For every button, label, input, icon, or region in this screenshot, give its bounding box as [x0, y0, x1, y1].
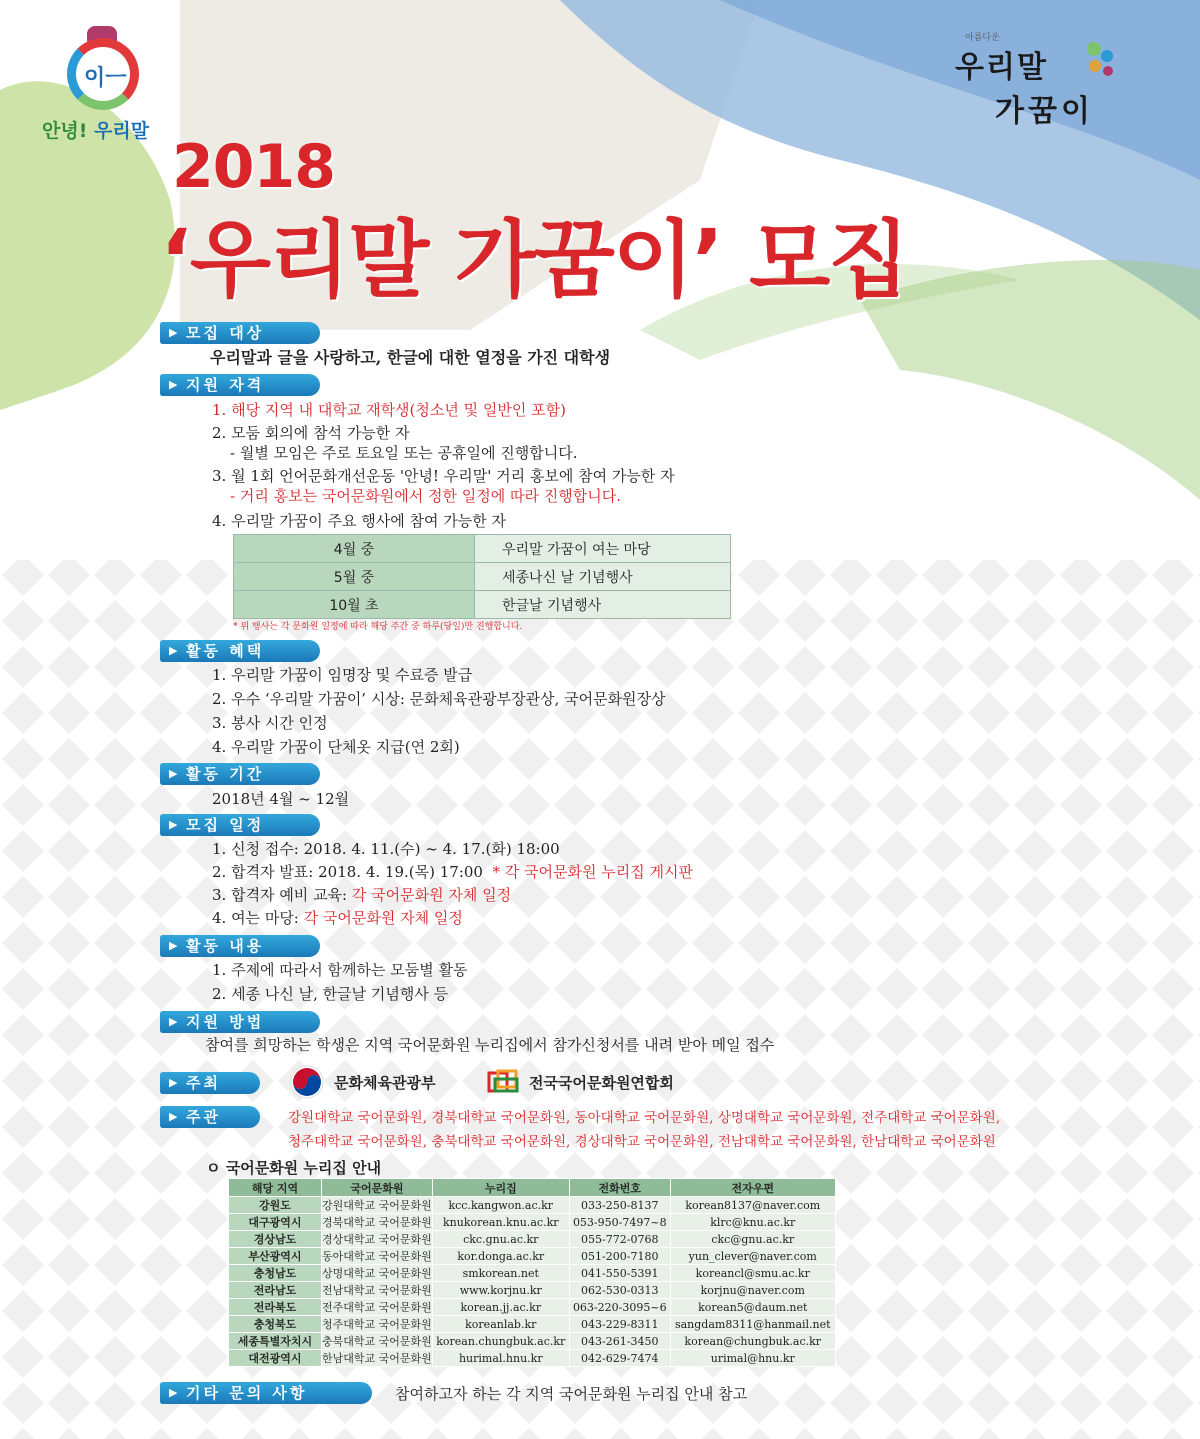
- schedule-item-2: [212, 861, 693, 882]
- cell-institute: 동아대학교 국어문화원: [322, 1248, 433, 1265]
- cell-phone: 033-250-8137: [569, 1197, 670, 1214]
- schedule-item-4-red: 각 국어문화원 자체 일정: [303, 909, 463, 927]
- column-header: 전자우편: [670, 1179, 835, 1197]
- cell-phone: 062-530-0313: [569, 1282, 670, 1299]
- benefit-item: 1. 우리말 가꿈이 임명장 및 수료증 발급: [212, 666, 473, 684]
- cell-website: www.korjnu.kr: [432, 1282, 569, 1299]
- table-row: [229, 1299, 836, 1316]
- logo-face-text: 이ㅡ: [84, 66, 127, 91]
- table-row: [229, 1316, 836, 1333]
- qualification-item-1: 1. 해당 지역 내 대학교 재학생(청소년 및 일반인 포함): [212, 401, 566, 419]
- urimal-gakkumi-logo: [955, 30, 1145, 130]
- table-row: [229, 1350, 836, 1367]
- cell-region: 부산광역시: [229, 1248, 322, 1265]
- section-label: 모집 대상: [186, 324, 265, 342]
- table-row: [229, 1248, 836, 1265]
- cell-website: korean.jj.ac.kr: [432, 1299, 569, 1316]
- logo-left-text-b: 우리말: [94, 120, 150, 142]
- section-activities-header: [160, 935, 320, 957]
- logo-right-line2: 가꿈이: [995, 94, 1094, 129]
- table-row: [234, 563, 731, 591]
- table-row: [229, 1265, 836, 1282]
- logo-dot-icon: [1087, 42, 1101, 56]
- table-row: [229, 1282, 836, 1299]
- activity-item: 1. 주제에 따라서 함께하는 모둠별 활동: [212, 961, 468, 979]
- cell-region: 강원도: [229, 1197, 322, 1214]
- cell-website: korean.chungbuk.ac.kr: [432, 1333, 569, 1350]
- logo-right-small: 아름다운: [965, 33, 1000, 43]
- events-note: * 위 행사는 각 문화원 일정에 따라 해당 주간 중 하루(당일)만 진행합니다.: [233, 622, 523, 632]
- section-host-header: [160, 1072, 260, 1094]
- cell-phone: 055-772-0768: [569, 1231, 670, 1248]
- cell-email: ckc@gnu.ac.kr: [670, 1231, 835, 1248]
- organizer-list: [288, 1106, 1058, 1154]
- cell-phone: 042-629-7474: [569, 1350, 670, 1367]
- federation-logo-icon: [487, 1069, 523, 1095]
- cell-email: korean8137@naver.com: [670, 1197, 835, 1214]
- smile-face-icon: [67, 38, 139, 110]
- table-row: [229, 1214, 836, 1231]
- cell-phone: 063-220-3095~6: [569, 1299, 670, 1316]
- cell-region: 대전광역시: [229, 1350, 322, 1367]
- logo-right-line1: 우리말: [955, 50, 1048, 85]
- section-schedule-header: [160, 814, 320, 836]
- cell-phone: 043-261-3450: [569, 1333, 670, 1350]
- cell-email: koreancl@smu.ac.kr: [670, 1265, 835, 1282]
- host-org-2-name: 전국국어문화원연합회: [529, 1073, 674, 1092]
- cell-region: 충청남도: [229, 1265, 322, 1282]
- cell-institute: 경상대학교 국어문화원: [322, 1231, 433, 1248]
- section-label: 기타 문의 사항: [186, 1384, 308, 1402]
- cell-institute: 충북대학교 국어문화원: [322, 1333, 433, 1350]
- poster-title: ‘우리말 가꿈이’ 모집: [160, 211, 908, 309]
- section-label: 활동 내용: [186, 937, 265, 955]
- event-what: 한글날 기념행사: [475, 591, 731, 619]
- cell-institute: 청주대학교 국어문화원: [322, 1316, 433, 1333]
- apply-text: 참여를 희망하는 학생은 지역 국어문화원 누리집에서 참가신청서를 내려 받아 메일 접수: [205, 1036, 775, 1054]
- benefit-item: 4. 우리말 가꿈이 단체옷 지급(연 2회): [212, 738, 460, 756]
- section-label: 주관: [186, 1108, 221, 1126]
- qualification-item-3-sub: - 거리 홍보는 국어문화원에서 정한 일정에 따라 진행합니다.: [230, 487, 621, 505]
- events-table: [233, 534, 731, 619]
- section-period-header: [160, 763, 320, 785]
- cell-website: knukorean.knu.ac.kr: [432, 1214, 569, 1231]
- cell-website: smkorean.net: [432, 1265, 569, 1282]
- event-what: 우리말 가꿈이 여는 마당: [475, 535, 731, 563]
- table-row: [234, 535, 731, 563]
- activity-item: 2. 세종 나신 날, 한글날 기념행사 등: [212, 985, 449, 1003]
- section-label: 주최: [186, 1074, 221, 1092]
- cell-region: 대구광역시: [229, 1214, 322, 1231]
- cell-email: korjnu@naver.com: [670, 1282, 835, 1299]
- event-when: 4월 중: [234, 535, 475, 563]
- event-when: 10월 초: [234, 591, 475, 619]
- cell-website: ckc.gnu.ac.kr: [432, 1231, 569, 1248]
- cell-institute: 경북대학교 국어문화원: [322, 1214, 433, 1231]
- section-label: 지원 자격: [186, 376, 265, 394]
- cell-region: 세종특별자치시: [229, 1333, 322, 1350]
- host-org-2: [487, 1066, 674, 1098]
- column-header: 국어문화원: [322, 1179, 433, 1197]
- section-organizer-header: [160, 1106, 260, 1128]
- logo-left-text-a: 안녕!: [42, 120, 88, 142]
- logo-dot-icon: [1101, 50, 1113, 62]
- organizer-line-1: 강원대학교 국어문화원, 경북대학교 국어문화원, 동아대학교 국어문화원, 상명대학교 국어문화원, 전주대학교 국어문화원,: [288, 1110, 1001, 1126]
- cell-website: kcc.kangwon.ac.kr: [432, 1197, 569, 1214]
- cell-phone: 041-550-5391: [569, 1265, 670, 1282]
- section-benefits-header: [160, 640, 320, 662]
- section-label: 모집 일정: [186, 816, 265, 834]
- cell-institute: 전남대학교 국어문화원: [322, 1282, 433, 1299]
- column-header: 전화번호: [569, 1179, 670, 1197]
- inquiry-text: 참여하고자 하는 각 지역 국어문화원 누리집 안내 참고: [395, 1385, 748, 1403]
- logo-left-text: [42, 116, 149, 143]
- cell-email: urimal@hnu.kr: [670, 1350, 835, 1367]
- table-header-row: [229, 1179, 836, 1197]
- table-row: [229, 1197, 836, 1214]
- table-row: [234, 591, 731, 619]
- cell-institute: 강원대학교 국어문화원: [322, 1197, 433, 1214]
- cell-email: klrc@knu.ac.kr: [670, 1214, 835, 1231]
- cell-email: korean5@daum.net: [670, 1299, 835, 1316]
- event-what: 세종나신 날 기념행사: [475, 563, 731, 591]
- column-header: 누리집: [432, 1179, 569, 1197]
- section-apply-header: [160, 1011, 320, 1033]
- organizer-line-2: 청주대학교 국어문화원, 충북대학교 국어문화원, 경상대학교 국어문화원, 전남대학교 국어문화원, 한남대학교 국어문화원: [288, 1134, 996, 1150]
- event-when: 5월 중: [234, 563, 475, 591]
- qualification-item-2-sub: - 월별 모임은 주로 토요일 또는 공휴일에 진행합니다.: [230, 444, 578, 462]
- column-header: 해당 지역: [229, 1179, 322, 1197]
- cell-region: 전라남도: [229, 1282, 322, 1299]
- section-label: 활동 기간: [186, 765, 265, 783]
- section-inquiry-header: [160, 1382, 372, 1404]
- cell-email: yun_clever@naver.com: [670, 1248, 835, 1265]
- cell-institute: 한남대학교 국어문화원: [322, 1350, 433, 1367]
- cell-institute: 전주대학교 국어문화원: [322, 1299, 433, 1316]
- taeguk-icon: [290, 1065, 324, 1099]
- schedule-item-3-red: 각 국어문화원 자체 일정: [351, 886, 512, 904]
- directory-title: ㅇ 국어문화원 누리집 안내: [206, 1159, 382, 1177]
- qualification-item-4: 4. 우리말 가꿈이 주요 행사에 참여 가능한 자: [212, 512, 507, 530]
- cell-region: 충청북도: [229, 1316, 322, 1333]
- schedule-item-3-text: 3. 합격자 예비 교육:: [212, 886, 348, 904]
- cell-phone: 051-200-7180: [569, 1248, 670, 1265]
- cell-email: sangdam8311@hanmail.net: [670, 1316, 835, 1333]
- poster-year: 2018: [172, 132, 335, 202]
- benefit-item: 2. 우수 ‘우리말 가꿈이’ 시상: 문화체육관광부장관상, 국어문화원장상: [212, 690, 666, 708]
- table-row: [229, 1333, 836, 1350]
- schedule-item-2-text: 2. 합격자 발표: 2018. 4. 19.(목) 17:00: [212, 863, 483, 881]
- schedule-item-4: [212, 907, 463, 928]
- cell-website: hurimal.hnu.kr: [432, 1350, 569, 1367]
- logo-dot-icon: [1089, 60, 1101, 72]
- cell-institute: 상명대학교 국어문화원: [322, 1265, 433, 1282]
- cell-phone: 043-229-8311: [569, 1316, 670, 1333]
- cell-email: korean@chungbuk.ac.kr: [670, 1333, 835, 1350]
- cell-region: 경상남도: [229, 1231, 322, 1248]
- logo-dot-icon: [1103, 66, 1113, 76]
- qualification-item-3: 3. 월 1회 언어문화개선운동 '안녕! 우리말' 거리 홍보에 참여 가능한 자: [212, 467, 675, 485]
- schedule-item-4-text: 4. 여는 마당:: [212, 909, 299, 927]
- cell-phone: 053-950-7497~8: [569, 1214, 670, 1231]
- table-row: [229, 1231, 836, 1248]
- directory-table: [228, 1178, 836, 1367]
- period-text: 2018년 4월 ~ 12월: [212, 790, 350, 808]
- benefit-item: 3. 봉사 시간 인정: [212, 714, 328, 732]
- schedule-item-1: 1. 신청 접수: 2018. 4. 11.(수) ~ 4. 17.(화) 18:00: [212, 840, 560, 858]
- section-label: 활동 혜택: [186, 642, 265, 660]
- cell-region: 전라북도: [229, 1299, 322, 1316]
- host-org-1: [290, 1066, 435, 1098]
- cell-website: koreanlab.kr: [432, 1316, 569, 1333]
- section-qualification-header: [160, 374, 320, 396]
- annyeong-urimal-logo: [40, 20, 170, 150]
- schedule-item-3: [212, 884, 511, 905]
- schedule-item-2-note: * 각 국어문화원 누리집 게시판: [492, 863, 693, 881]
- section-label: 지원 방법: [186, 1013, 265, 1031]
- target-text: 우리말과 글을 사랑하고, 한글에 대한 열정을 가진 대학생: [210, 348, 611, 367]
- cell-website: kor.donga.ac.kr: [432, 1248, 569, 1265]
- host-org-1-name: 문화체육관광부: [334, 1073, 436, 1092]
- section-target-header: [160, 322, 320, 344]
- qualification-item-2: 2. 모둠 회의에 참석 가능한 자: [212, 424, 410, 442]
